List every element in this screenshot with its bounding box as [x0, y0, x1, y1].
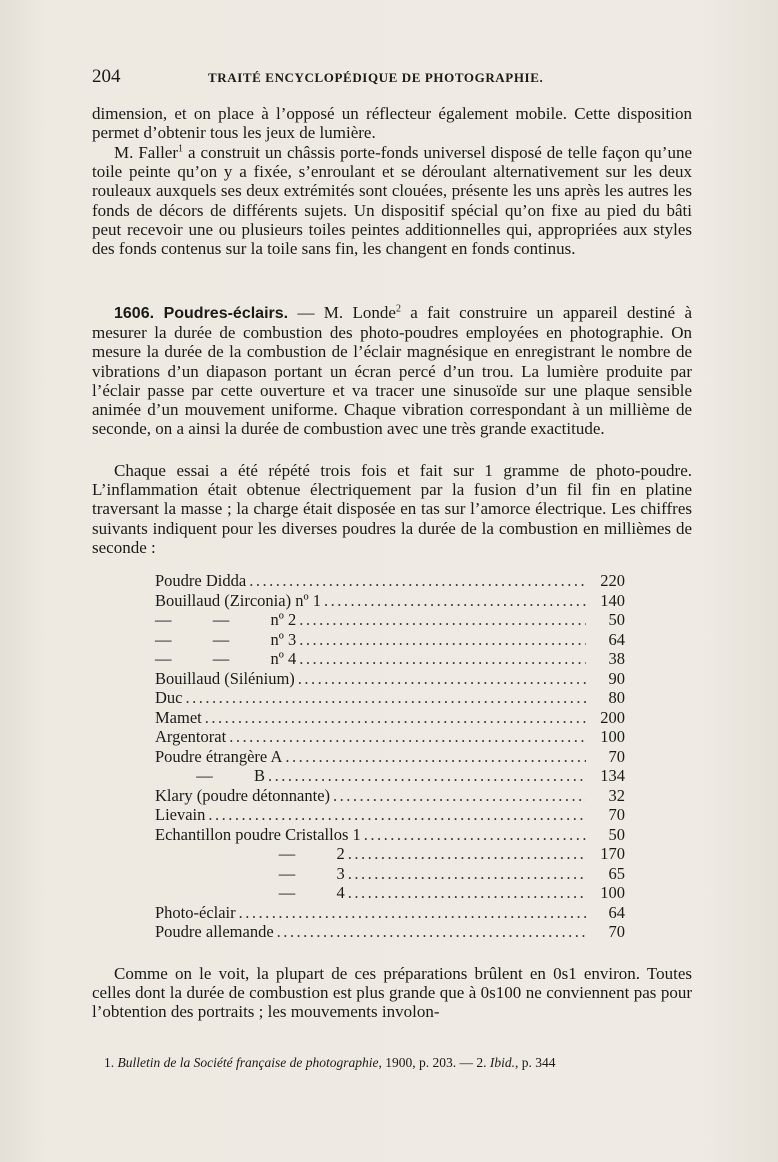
- section-1606: [92, 303, 692, 438]
- row-value: 64: [608, 902, 625, 922]
- row-value: 100: [600, 883, 625, 902]
- dot-leader: [208, 805, 586, 825]
- footnote-page: , p. 344: [514, 1055, 556, 1070]
- dot-leader: [333, 786, 586, 806]
- row-label: Duc: [155, 688, 183, 707]
- table-row: [155, 610, 625, 630]
- footnote-ref-1: 1: [178, 143, 184, 155]
- row-label: — 3: [155, 863, 345, 883]
- row-label: Bouillaud (Silénium): [155, 668, 295, 688]
- table-row: [155, 649, 625, 669]
- row-label: Lievain: [155, 805, 206, 824]
- row-label: Mamet: [155, 707, 202, 727]
- row-label: Poudre allemande: [155, 922, 274, 941]
- page-number: 204: [92, 66, 121, 87]
- row-label: Bouillaud (Zirconia) nº 1: [155, 590, 321, 610]
- row-label: Argentorat: [155, 727, 227, 746]
- row-value: 65: [608, 863, 625, 883]
- dot-leader: [348, 844, 586, 864]
- table-row: [155, 922, 625, 942]
- dot-leader: [324, 591, 586, 611]
- dot-leader: [348, 864, 586, 884]
- table-row: [155, 571, 625, 591]
- dot-leader: [229, 727, 586, 747]
- row-value: 100: [600, 727, 625, 746]
- dot-leader: [348, 883, 586, 903]
- dot-leader: [299, 649, 586, 669]
- row-label: Echantillon poudre Cristallos 1: [155, 824, 361, 844]
- row-label: Poudre étrangère A: [155, 746, 283, 766]
- paragraph-continuation: dimension, et on place à l’opposé un réflecteur également mobile. Cette disposition permet d’obtenir tous les jeux de lumière.: [92, 104, 692, 143]
- dot-leader: [239, 903, 586, 923]
- table-row: [155, 630, 625, 650]
- table-row: [155, 669, 625, 689]
- dot-leader: [268, 766, 586, 786]
- dot-leader: [285, 747, 586, 767]
- row-label: Klary (poudre détonnante): [155, 785, 331, 805]
- table-row: [155, 903, 625, 923]
- row-value: 170: [600, 844, 625, 863]
- table-row: [155, 805, 625, 825]
- footnote-text: , 1900, p. 203. — 2.: [378, 1055, 490, 1070]
- table-row: [155, 766, 625, 786]
- row-value: 32: [608, 785, 625, 805]
- row-value: 38: [608, 649, 625, 668]
- row-value: 70: [608, 805, 625, 824]
- paragraph-essais: Chaque essai a été répété trois fois et fait sur 1 gramme de photo-poudre. L’inflammation était obtenue électriquement par la fusion d’un fil fin en platine traversant la masse ; la charge était disposée en tas sur l’amorce électrique. Les chiffres suivants indiquent pour les diverses poudres la durée de la combustion en millièmes de seconde :: [92, 461, 692, 557]
- dot-leader: [364, 825, 586, 845]
- row-value: 70: [608, 922, 625, 941]
- row-value: 70: [608, 746, 625, 766]
- footnote-journal-title: Bulletin de la Société française de photographie: [117, 1055, 379, 1070]
- table-row: [155, 883, 625, 903]
- row-value: 80: [608, 688, 625, 707]
- dot-leader: [299, 610, 586, 630]
- row-label: — — nº 3: [155, 629, 297, 649]
- running-title: TRAITÉ ENCYCLOPÉDIQUE DE PHOTOGRAPHIE.: [208, 70, 544, 85]
- row-label: — — nº 4: [155, 649, 297, 668]
- dot-leader: [299, 630, 586, 650]
- paragraph-conclusion: Comme on le voit, la plupart de ces préparations brûlent en 0s1 environ. Toutes celles dont la durée de combustion est plus grande que à 0s100 ne conviennent pas pour l’obtention des portraits ; les mouvements involon-: [92, 964, 692, 1022]
- row-value: 134: [600, 766, 625, 785]
- dot-leader: [277, 922, 586, 942]
- table-row: [155, 825, 625, 845]
- dot-leader: [249, 571, 586, 591]
- row-label: Poudre Didda: [155, 571, 247, 590]
- table-row: [155, 747, 625, 767]
- table-row: [155, 864, 625, 884]
- table-row: [155, 844, 625, 864]
- footnote-ref-2: 2: [395, 303, 401, 315]
- table-row: [155, 591, 625, 611]
- table-row: [155, 708, 625, 728]
- section-body: a fait construire un appareil destiné à mesurer la durée de combustion des photo-poudres employées en photographie. On mesure la durée de la combustion de l’éclair magnésique en enregistrant le nombre de vibrations d’un diapason portant un écran percé d’un trou. La lumière produite par l’éclair passe par cette ouverture et va tracer une sinusoïde sur une plaque sensible animée d’un mouvement uniforme. Chaque vibration correspondant à un millième de seconde, on a ainsi la durée de combustion avec une très grande exactitude.: [92, 303, 692, 439]
- row-label: Photo-éclair: [155, 902, 236, 922]
- table-row: [155, 688, 625, 708]
- row-value: 50: [608, 610, 625, 629]
- footnote-ibid: Ibid.: [489, 1055, 515, 1070]
- paragraph-faller-body: a construit un châssis porte-fonds universel disposé de telle façon qu’une toile peinte qu’on y a fixée, s’enroulant et se déroulant alternativement sur les deux rouleaux auxquels ses deux extrémités sont clouées, présente les uns après les autres les fonds de décors de différents sujets. Un dispositif spécial qu’on fixe au pied du bâti peut recevoir une ou plusieurs toiles peintes additionnelles qui, appropriées aux styles des fonds contenus sur la toile sans fin, les changent en fonds continus.: [92, 143, 692, 259]
- row-value: 220: [600, 571, 625, 590]
- row-label: — 2: [155, 844, 345, 863]
- row-label: — — nº 2: [155, 610, 297, 629]
- footnotes: [104, 1055, 694, 1071]
- section-intro: — M. Londe: [288, 303, 396, 322]
- row-value: 50: [608, 824, 625, 844]
- page-header: [92, 66, 692, 92]
- row-value: 140: [600, 590, 625, 610]
- table-row: [155, 786, 625, 806]
- row-label: — B: [155, 766, 266, 785]
- paragraph-faller-start: M. Faller: [114, 143, 179, 162]
- section-heading: 1606. Poudres-éclairs.: [114, 305, 289, 322]
- row-value: 90: [608, 668, 625, 688]
- footnote-number: 1.: [104, 1055, 118, 1070]
- row-value: 64: [608, 629, 625, 649]
- dot-leader: [186, 688, 587, 708]
- row-value: 200: [600, 707, 625, 727]
- row-label: — 4: [155, 883, 345, 902]
- table-row: [155, 727, 625, 747]
- combustion-table: [155, 571, 625, 942]
- dot-leader: [298, 669, 586, 689]
- dot-leader: [205, 708, 586, 728]
- paragraph-faller: [92, 143, 692, 258]
